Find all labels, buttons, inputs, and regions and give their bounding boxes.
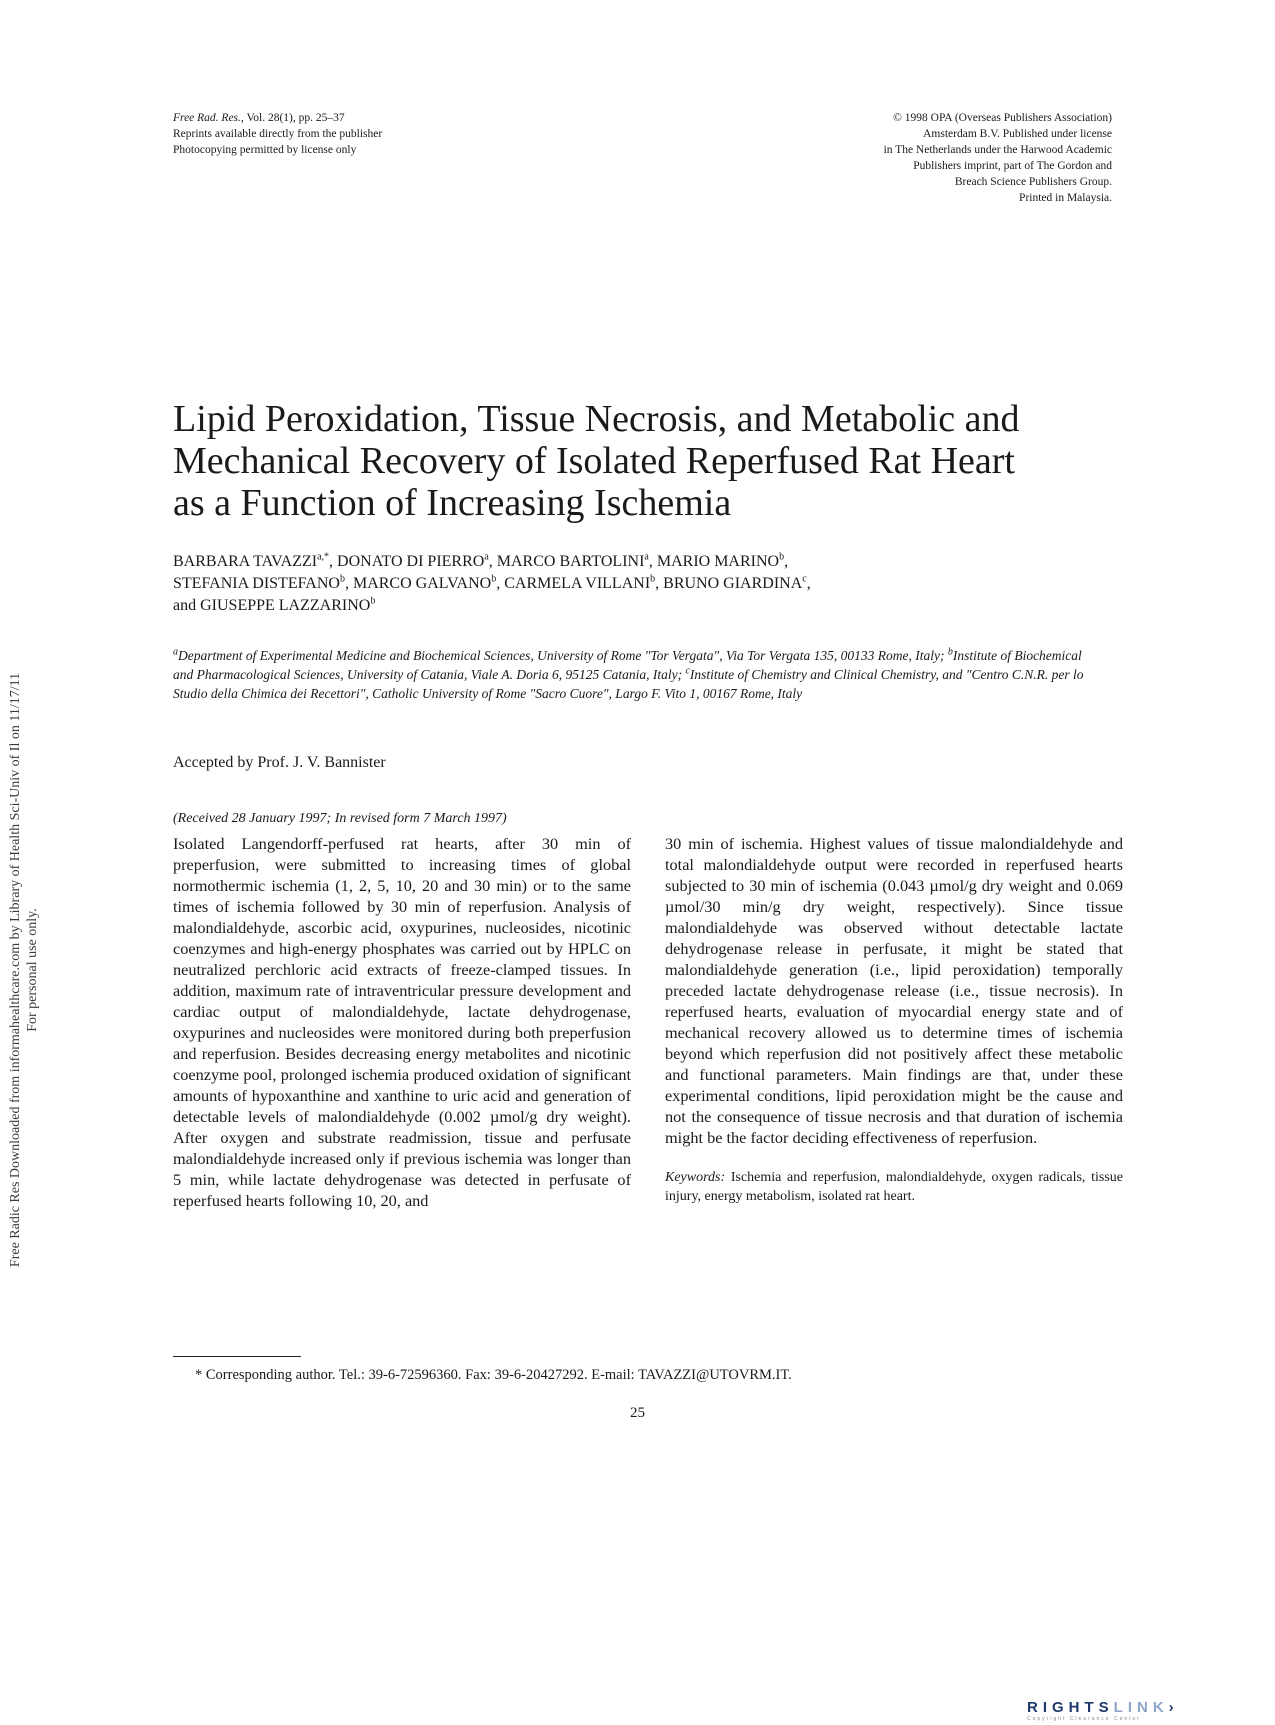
- paper-title: [173, 398, 1133, 524]
- keywords: [665, 1168, 1123, 1206]
- affiliation-mark: a: [173, 646, 178, 658]
- keywords-text: Ischemia and reperfusion, malondialdehyde, oxygen radicals, tissue injury, energy metabolism, isolated rat heart.: [665, 1170, 1124, 1204]
- affiliation-text: Department of Experimental Medicine and Biochemical Sciences, University of Rome "Tor Vergata", Via Tor Vergata 135, 00133 Rome, Italy;: [178, 648, 948, 663]
- volume-pages: , Vol. 28(1), pp. 25–37: [240, 112, 345, 124]
- publisher-line: Publishers imprint, part of The Gordon and: [913, 160, 1112, 172]
- accepted-by: Accepted by Prof. J. V. Bannister: [173, 754, 386, 771]
- affiliation-mark: a: [484, 551, 489, 563]
- author-line: [173, 595, 1133, 617]
- affiliation-mark: b: [947, 646, 953, 658]
- abstract-right-column: [665, 833, 1123, 1206]
- citation-line: [173, 110, 493, 126]
- publisher-line: Breach Science Publishers Group.: [954, 176, 1112, 188]
- abstract-text: Isolated Langendorff-perfused rat hearts, after 30 min of preperfusion, were submitted to increasing times of global normothermic ischemia (1, 2, 5, 10, 20 and 30 min) or to the same times of ischemia followed by 30 min of reperfusion. Analysis of malondialdehyde, ascorbic acid, oxypurines, nucleosides, nicotinic coenzymes and high-energy phosphates was carried out by HPLC on neutralized perchloric acid extracts of freeze-clamped tissues. In addition, maximum rate of intraventricular pressure development and cardiac output of malondialdehyde, lactate dehydrogenase, oxypurines and nucleosides were monitored during both preperfusion and reperfusion. Besides decreasing energy metabolites and nicotinic coenzyme pool, prolonged ischemia produced oxidation of significant amounts of hypoxanthine and xanthine to uric acid and generation of detectable levels of malondialdehyde (0.002 µmol/g dry weight). After oxygen and substrate readmission, tissue and perfusate malondialdehyde increased only if previous ischemia was longer than 5 min, while lactate dehydrogenase was detected in perfusate of reperfused hearts following 10, 20, and: [173, 834, 631, 1210]
- affiliation-mark: b: [339, 573, 345, 585]
- corresponding-author-footnote: * Corresponding author. Tel.: 39-6-72596360. Fax: 39-6-20427292. E-mail: TAVAZZI@UTOVRM.IT.: [195, 1367, 792, 1383]
- title-line: as a Function of Increasing Ischemia: [173, 482, 732, 524]
- title-line: Mechanical Recovery of Isolated Reperfused Rat Heart: [173, 440, 1015, 482]
- page-number: 25: [630, 1405, 645, 1421]
- affiliation-mark: b: [370, 595, 376, 607]
- title-line: Lipid Peroxidation, Tissue Necrosis, and Metabolic and: [173, 398, 1020, 440]
- abstract-text: 30 min of ischemia. Highest values of tissue malondialdehyde and total malondialdehyde output were recorded in reperfused hearts subjected to 30 min of ischemia (0.043 µmol/g dry weight and 0.069 µmol/30 min/g dry weight, respectively). Since tissue malondialdehyde was observed without detectable lactate dehydrogenase release in perfusate, it might be stated that malondialdehyde generation (i.e., lipid peroxidation) temporally preceded lactate dehydrogenase release (i.e., tissue necrosis). In reperfused hearts, evaluation of myocardial energy state and of mechanical recovery allowed us to determine times of ischemia beyond which reperfusion did not positively affect these metabolic and functional parameters. Main findings are that, under these experimental conditions, lipid peroxidation might be the cause and not the consequence of tissue necrosis and that duration of ischemia might be the factor deciding effectiveness of reperfusion.: [665, 834, 1123, 1147]
- received-dates: (Received 28 January 1997; In revised form 7 March 1997): [173, 811, 507, 826]
- keywords-label: Keywords:: [665, 1170, 726, 1185]
- affiliation-mark: c: [685, 665, 690, 677]
- publisher-line: © 1998 OPA (Overseas Publishers Association): [893, 112, 1112, 124]
- author-name: , MARCO BARTOLINI: [488, 553, 645, 570]
- affiliation-mark: b: [779, 551, 785, 563]
- affiliation-text: Institute of Chemistry and Clinical Chemistry, and "Centro C.N.R. per lo Studio della Chimica dei Recettori", Catholic University of Rome "Sacro Cuore", Largo F. Vito 1, 00167 Rome, Italy: [173, 667, 1084, 701]
- publisher-notice: [790, 110, 1112, 206]
- author-name: and GIUSEPPE LAZZARINO: [173, 597, 371, 614]
- affiliation-mark: c: [802, 573, 807, 585]
- personal-use-note: For personal use only.: [25, 908, 40, 1032]
- journal-name: Free Rad. Res.: [173, 112, 241, 124]
- affiliations: [173, 646, 1103, 703]
- author-name: , MARCO GALVANO: [344, 575, 492, 592]
- affiliation-mark: a,*: [317, 551, 330, 563]
- download-note-line: Free Radic Res Downloaded from informahealthcare.com by Library of Health Sci-Univ of Il on 11/17/11: [8, 672, 23, 1268]
- author-list: [173, 551, 1133, 617]
- chevron-right-icon: ›: [1168, 1699, 1179, 1716]
- publisher-line: Printed in Malaysia.: [1019, 192, 1112, 204]
- author-name: , DONATO DI PIERRO: [329, 553, 485, 570]
- author-name: , CARMELA VILLANI: [496, 575, 651, 592]
- publisher-line: Amsterdam B.V. Published under license: [923, 128, 1112, 140]
- abstract-left-column: [173, 833, 631, 1211]
- author-name: BARBARA TAVAZZI: [173, 553, 318, 570]
- author-line: BARBARA $TAVAZZI^{a,*}$, DONATO DI PIERRO$^a$, MARCO BARTOLINI$^a$, MARIO MARINO$^b$,: [173, 551, 789, 570]
- journal-header-left: [173, 110, 493, 158]
- logo-subtitle: Copyright Clearance Center: [1027, 1716, 1141, 1722]
- footnote-rule: [173, 1356, 301, 1357]
- affiliation-mark: b: [650, 573, 656, 585]
- rightslink-wordmark: [1027, 1700, 1179, 1716]
- reprints-line: Reprints available directly from the publisher: [173, 128, 383, 140]
- author-name: , MARIO MARINO: [648, 553, 780, 570]
- author-name: STEFANIA DISTEFANO: [173, 575, 340, 592]
- affiliation-text: Institute of Biochemical and Pharmacological Sciences, University of Catania, Viale A. Doria 6, 95125 Catania, Italy;: [173, 648, 1082, 682]
- logo-rights: RIGHTS: [1027, 1699, 1114, 1716]
- photocopy-line: Photocopying permitted by license only: [173, 144, 357, 156]
- rightslink-logo[interactable]: [1027, 1700, 1179, 1724]
- publisher-line: in The Netherlands under the Harwood Academic: [883, 144, 1112, 156]
- affiliation-mark: a: [644, 551, 649, 563]
- affiliation-mark: b: [491, 573, 497, 585]
- author-line: STEFANIA DISTEFANO$^b$, MARCO GALVANO$^b$, CARMELA VILLANI$^b$, BRUNO GIARDINA$^c$,: [173, 573, 811, 592]
- logo-link: LINK: [1113, 1699, 1169, 1716]
- author-name: , BRUNO GIARDINA: [655, 575, 803, 592]
